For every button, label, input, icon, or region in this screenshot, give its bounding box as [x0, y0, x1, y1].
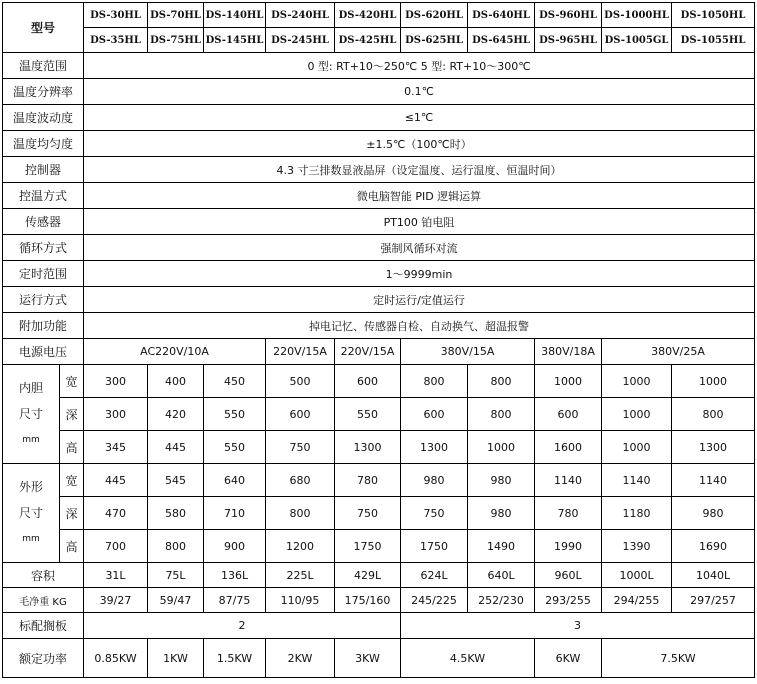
dim-value: 980	[468, 464, 535, 497]
dim-value: 800	[672, 398, 755, 431]
inner-height-row	[3, 431, 755, 464]
dim-value: 680	[266, 464, 335, 497]
spec-value: 4.3 寸三排数显液晶屏（设定温度、运行温度、恒温时间）	[84, 157, 755, 183]
weight-value: 39/27	[84, 588, 148, 613]
dim-value: 600	[401, 398, 468, 431]
volume-value: 640L	[468, 563, 535, 588]
inner-width-row	[3, 365, 755, 398]
weight-value: 175/160	[335, 588, 401, 613]
rated-power-value: 6KW	[535, 639, 602, 678]
dim-value: 980	[401, 464, 468, 497]
outer-size-label	[3, 464, 60, 563]
spec-value: 1～9999min	[84, 261, 755, 287]
spec-table	[2, 2, 755, 678]
dim-value: 345	[84, 431, 148, 464]
model-cell: DS-420HL	[335, 3, 401, 28]
dim-value: 545	[148, 464, 204, 497]
model-cell: DS-75HL	[148, 28, 204, 53]
power-supply-value: AC220V/10A	[84, 339, 266, 365]
spec-value: 掉电记忆、传感器自检、自动换气、超温报警	[84, 313, 755, 339]
model-cell: DS-425HL	[335, 28, 401, 53]
rated-power-value: 1KW	[148, 639, 204, 678]
spec-label: 控制器	[3, 157, 84, 183]
spec-label: 温度范围	[3, 53, 84, 79]
spec-label: 运行方式	[3, 287, 84, 313]
dim-value: 470	[84, 497, 148, 530]
shelves-value: 2	[84, 613, 401, 639]
dim-value: 980	[672, 497, 755, 530]
weight-value: 87/75	[204, 588, 266, 613]
label-line: 外形	[18, 480, 43, 494]
weight-value: 294/255	[602, 588, 672, 613]
dim-value: 980	[468, 497, 535, 530]
model-cell: DS-1000HL	[602, 3, 672, 28]
unit-label: mm	[22, 534, 40, 544]
inner-depth-row	[3, 398, 755, 431]
dim-value: 1140	[535, 464, 602, 497]
spec-value: PT100 铂电阻	[84, 209, 755, 235]
spec-label: 温度波动度	[3, 105, 84, 131]
dim-value: 1690	[672, 530, 755, 563]
weight-row	[3, 588, 755, 613]
dim-label: 高	[60, 530, 84, 563]
dim-value: 710	[204, 497, 266, 530]
model-header-label: 型号	[3, 3, 84, 53]
model-row-1	[3, 3, 755, 28]
model-row-2	[3, 28, 755, 53]
outer-height-row	[3, 530, 755, 563]
model-cell: DS-645HL	[468, 28, 535, 53]
dim-value: 500	[266, 365, 335, 398]
model-cell: DS-245HL	[266, 28, 335, 53]
label-line: 内胆	[18, 381, 43, 395]
dim-value: 550	[335, 398, 401, 431]
dim-value: 420	[148, 398, 204, 431]
dim-value: 1300	[335, 431, 401, 464]
dim-value: 1750	[335, 530, 401, 563]
rated-power-value: 1.5KW	[204, 639, 266, 678]
dim-value: 600	[335, 365, 401, 398]
volume-value: 1040L	[672, 563, 755, 588]
dim-value: 780	[335, 464, 401, 497]
dim-value: 750	[335, 497, 401, 530]
model-cell: DS-240HL	[266, 3, 335, 28]
dim-value: 780	[535, 497, 602, 530]
power-supply-value: 380V/15A	[401, 339, 535, 365]
dim-value: 1300	[401, 431, 468, 464]
dim-value: 640	[204, 464, 266, 497]
power-supply-value: 380V/25A	[602, 339, 755, 365]
dim-value: 1990	[535, 530, 602, 563]
dim-label: 深	[60, 398, 84, 431]
dim-value: 445	[148, 431, 204, 464]
spec-label: 温度分辨率	[3, 79, 84, 105]
spec-label: 定时范围	[3, 261, 84, 287]
spec-label: 传感器	[3, 209, 84, 235]
volume-value: 1000L	[602, 563, 672, 588]
dim-value: 800	[468, 365, 535, 398]
spec-row-controller	[3, 157, 755, 183]
weight-value: 293/255	[535, 588, 602, 613]
spec-value: ≤1℃	[84, 105, 755, 131]
dim-value: 1000	[602, 398, 672, 431]
dim-value: 1000	[602, 431, 672, 464]
volume-value: 75L	[148, 563, 204, 588]
unit-label: mm	[22, 435, 40, 445]
dim-value: 300	[84, 365, 148, 398]
power-supply-row	[3, 339, 755, 365]
spec-row-sensor	[3, 209, 755, 235]
power-supply-value: 220V/15A	[266, 339, 335, 365]
rated-power-value: 0.85KW	[84, 639, 148, 678]
dim-value: 1390	[602, 530, 672, 563]
weight-label: 毛净重 KG	[3, 588, 84, 613]
shelves-row	[3, 613, 755, 639]
spec-row-extra-functions	[3, 313, 755, 339]
spec-label: 控温方式	[3, 183, 84, 209]
spec-row-temp-fluctuation	[3, 105, 755, 131]
dim-value: 550	[204, 398, 266, 431]
weight-value: 245/225	[401, 588, 468, 613]
dim-value: 1000	[535, 365, 602, 398]
volume-value: 624L	[401, 563, 468, 588]
model-cell: DS-960HL	[535, 3, 602, 28]
volume-row	[3, 563, 755, 588]
dim-value: 700	[84, 530, 148, 563]
spec-row-temp-uniformity	[3, 131, 755, 157]
volume-value: 429L	[335, 563, 401, 588]
dim-label: 宽	[60, 365, 84, 398]
dim-value: 1000	[602, 365, 672, 398]
rated-power-value: 2KW	[266, 639, 335, 678]
model-cell: DS-1055HL	[672, 28, 755, 53]
power-supply-value: 220V/15A	[335, 339, 401, 365]
dim-value: 1600	[535, 431, 602, 464]
spec-row-circulation	[3, 235, 755, 261]
dim-label: 高	[60, 431, 84, 464]
weight-value: 110/95	[266, 588, 335, 613]
shelves-value: 3	[401, 613, 755, 639]
spec-value: 定时运行/定值运行	[84, 287, 755, 313]
dim-value: 1750	[401, 530, 468, 563]
dim-value: 300	[84, 398, 148, 431]
inner-size-label	[3, 365, 60, 464]
model-cell: DS-35HL	[84, 28, 148, 53]
dim-value: 750	[266, 431, 335, 464]
dim-value: 580	[148, 497, 204, 530]
model-cell: DS-625HL	[401, 28, 468, 53]
dim-value: 800	[266, 497, 335, 530]
model-cell: DS-965HL	[535, 28, 602, 53]
model-cell: DS-1005GL	[602, 28, 672, 53]
outer-width-row	[3, 464, 755, 497]
weight-value: 59/47	[148, 588, 204, 613]
outer-depth-row	[3, 497, 755, 530]
shelves-label: 标配搁板	[3, 613, 84, 639]
model-cell: DS-140HL	[204, 3, 266, 28]
rated-power-value: 3KW	[335, 639, 401, 678]
dim-value: 1140	[602, 464, 672, 497]
model-cell: DS-1050HL	[672, 3, 755, 28]
dim-value: 445	[84, 464, 148, 497]
dim-label: 深	[60, 497, 84, 530]
model-cell: DS-640HL	[468, 3, 535, 28]
volume-value: 225L	[266, 563, 335, 588]
power-supply-value: 380V/18A	[535, 339, 602, 365]
dim-value: 1000	[468, 431, 535, 464]
power-supply-label: 电源电压	[3, 339, 84, 365]
dim-value: 800	[148, 530, 204, 563]
spec-value: 强制风循环对流	[84, 235, 755, 261]
rated-power-label: 额定功率	[3, 639, 84, 678]
spec-label: 温度均匀度	[3, 131, 84, 157]
model-cell: DS-70HL	[148, 3, 204, 28]
dim-value: 1000	[672, 365, 755, 398]
dim-value: 1140	[672, 464, 755, 497]
spec-label: 循环方式	[3, 235, 84, 261]
model-cell: DS-145HL	[204, 28, 266, 53]
dim-value: 1490	[468, 530, 535, 563]
spec-value: ±1.5℃（100℃时）	[84, 131, 755, 157]
dim-value: 600	[266, 398, 335, 431]
dim-value: 800	[468, 398, 535, 431]
volume-label: 容积	[3, 563, 84, 588]
dim-value: 800	[401, 365, 468, 398]
label-line: 尺寸	[18, 407, 43, 421]
spec-row-run-mode	[3, 287, 755, 313]
weight-value: 297/257	[672, 588, 755, 613]
spec-row-timer-range	[3, 261, 755, 287]
rated-power-value: 4.5KW	[401, 639, 535, 678]
dim-value: 400	[148, 365, 204, 398]
volume-value: 31L	[84, 563, 148, 588]
dim-value: 900	[204, 530, 266, 563]
spec-value: 微电脑智能 PID 逻辑运算	[84, 183, 755, 209]
dim-value: 1300	[672, 431, 755, 464]
model-cell: DS-30HL	[84, 3, 148, 28]
model-cell: DS-620HL	[401, 3, 468, 28]
rated-power-value: 7.5KW	[602, 639, 755, 678]
spec-label: 附加功能	[3, 313, 84, 339]
spec-row-control-mode	[3, 183, 755, 209]
dim-value: 1200	[266, 530, 335, 563]
spec-row-temp-resolution	[3, 79, 755, 105]
spec-row-temp-range	[3, 53, 755, 79]
dim-value: 600	[535, 398, 602, 431]
spec-value: 0 型: RT+10～250℃ 5 型: RT+10～300℃	[84, 53, 755, 79]
rated-power-row	[3, 639, 755, 678]
label-line: 尺寸	[18, 506, 43, 520]
dim-value: 1180	[602, 497, 672, 530]
volume-value: 136L	[204, 563, 266, 588]
volume-value: 960L	[535, 563, 602, 588]
spec-value: 0.1℃	[84, 79, 755, 105]
dim-value: 550	[204, 431, 266, 464]
dim-value: 750	[401, 497, 468, 530]
dim-value: 450	[204, 365, 266, 398]
dim-label: 宽	[60, 464, 84, 497]
weight-value: 252/230	[468, 588, 535, 613]
